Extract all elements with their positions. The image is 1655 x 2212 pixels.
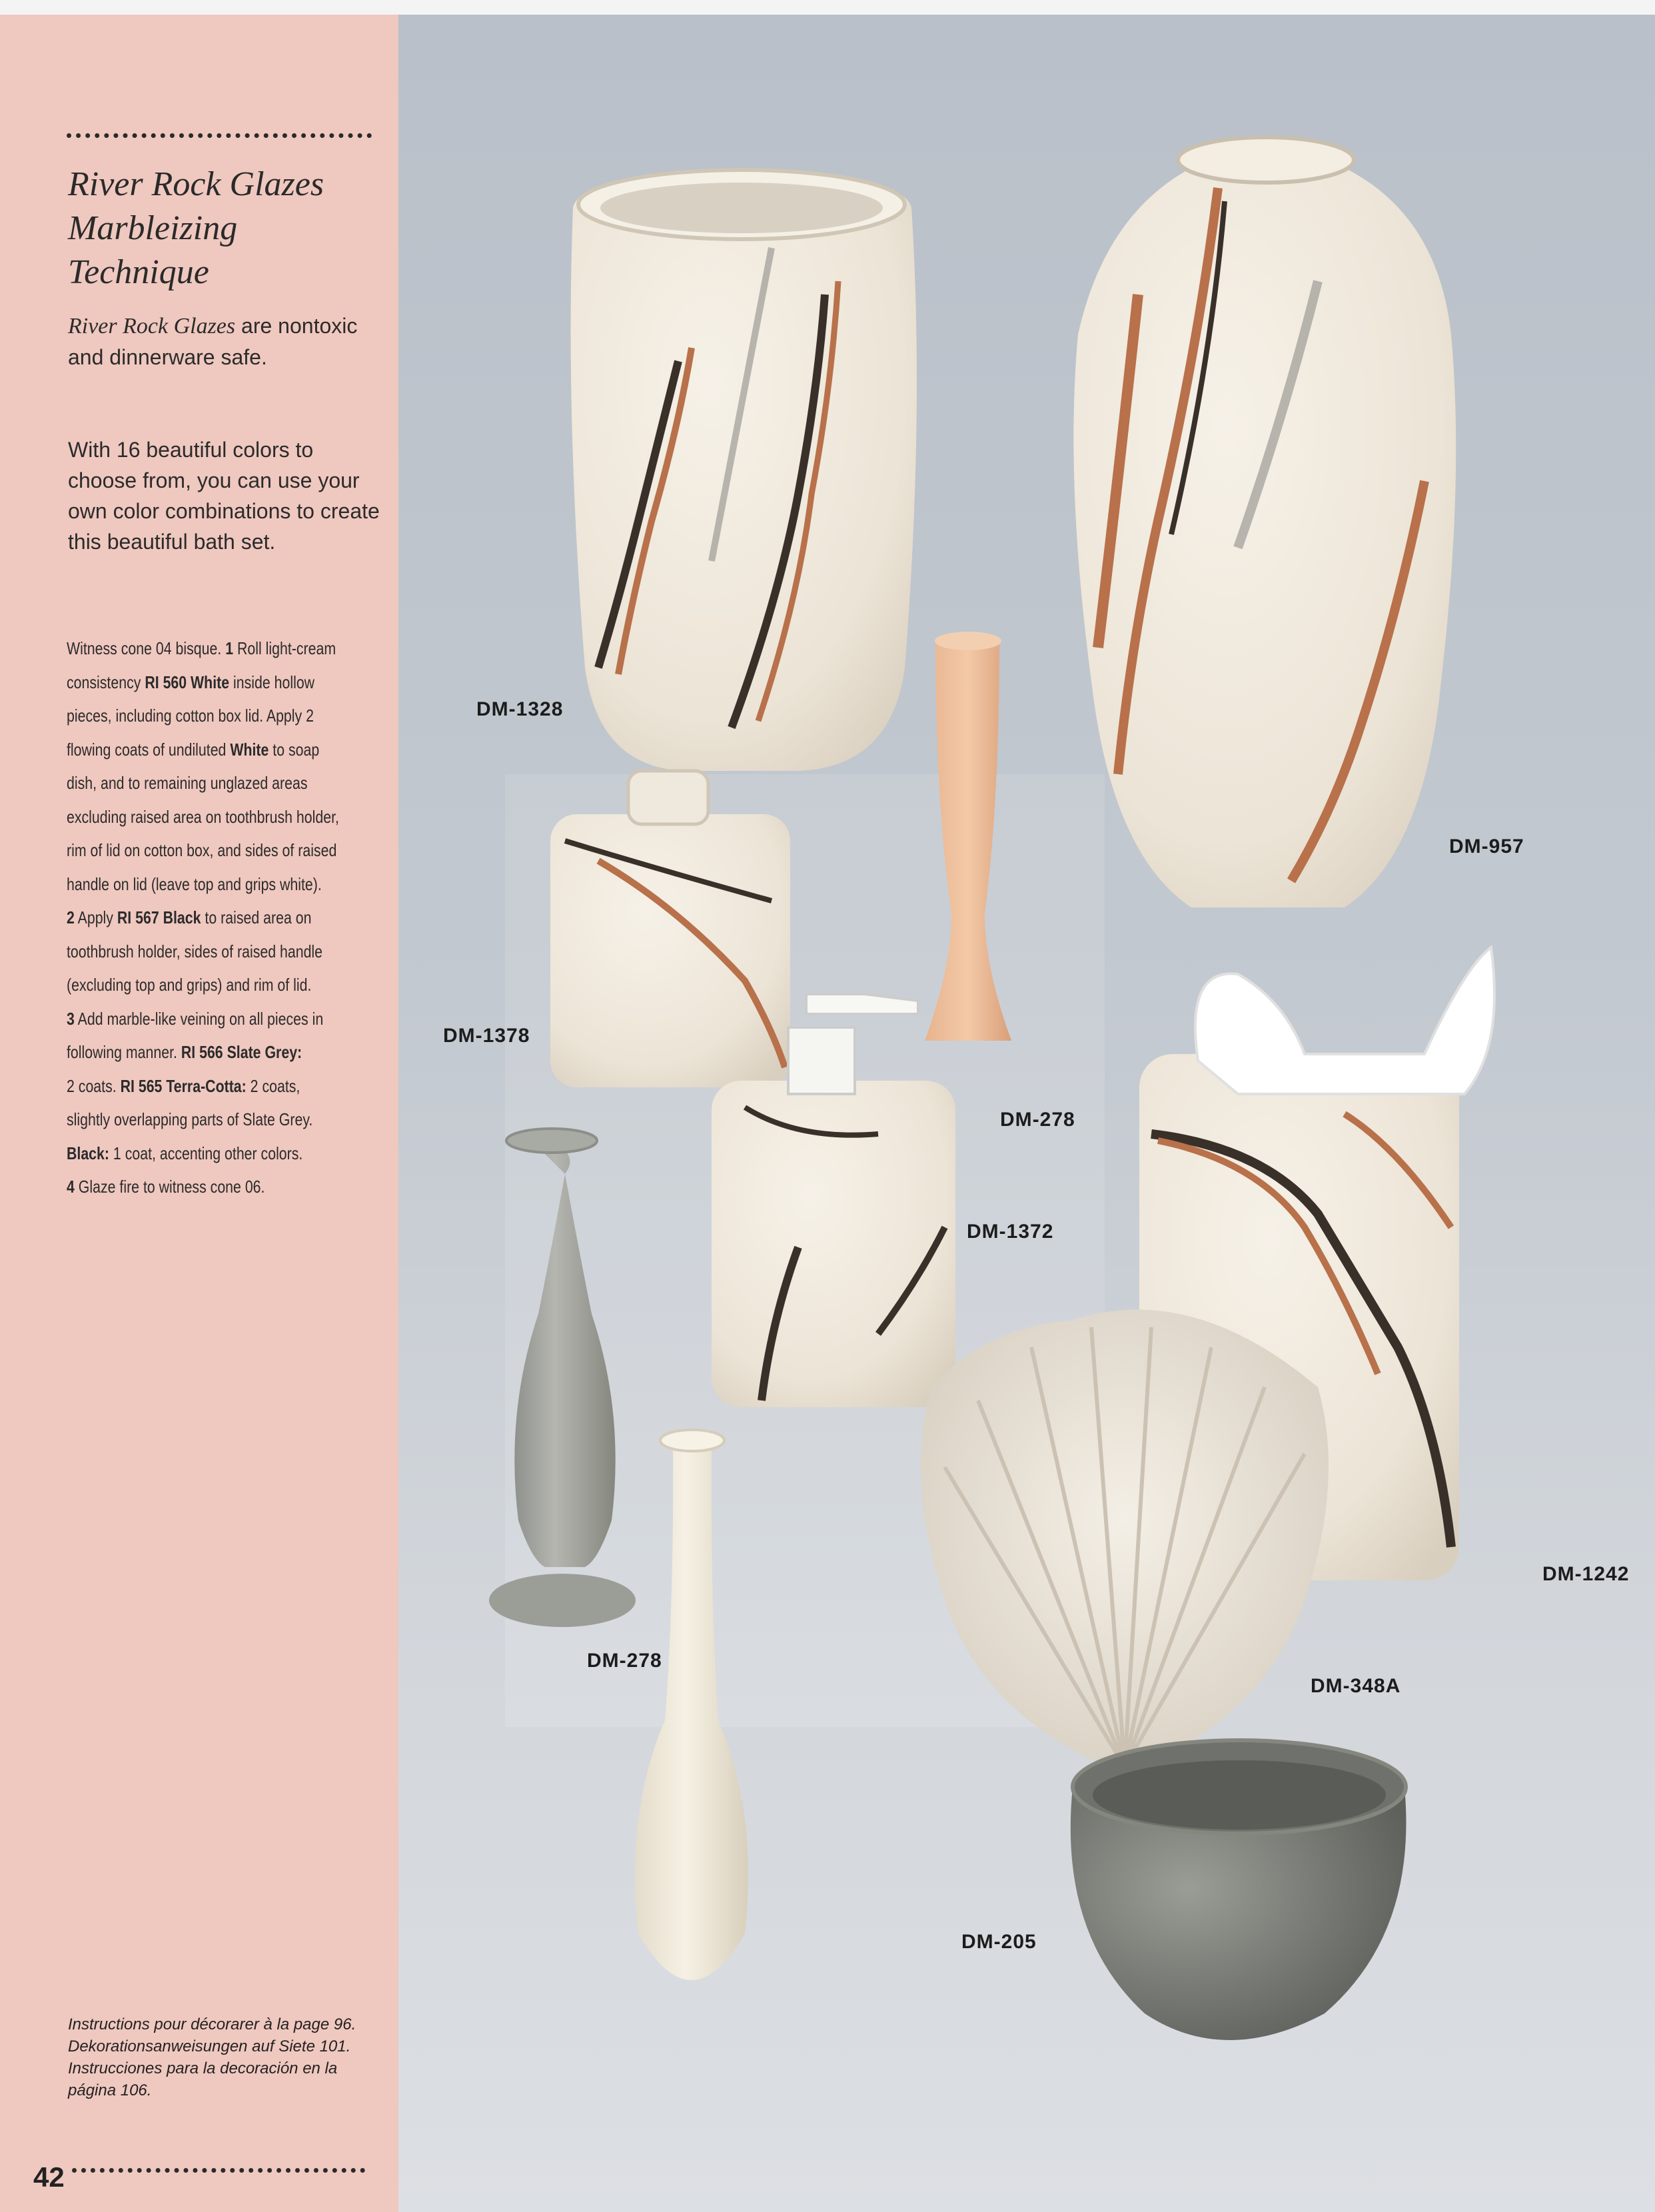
instruction-text: Apply	[74, 907, 117, 927]
title-line-1: River Rock Glazes	[68, 165, 324, 203]
instruction-text: rim of lid on cotton box, and sides of raised	[67, 840, 337, 860]
instruction-line	[67, 1002, 384, 1036]
colors-paragraph: With 16 beautiful colors to choose from, you can use your own color combinations to create this beautiful bath set.	[68, 438, 380, 554]
top-dotted-rule	[67, 133, 372, 138]
brand-name: River Rock Glazes	[68, 314, 236, 338]
intro-paragraph	[68, 310, 381, 372]
bottom-dotted-rule	[72, 2168, 365, 2173]
label-dm-1328: DM-1328	[476, 698, 564, 720]
instruction-emphasis: RI 566 Slate Grey:	[181, 1042, 302, 1062]
instruction-text: slightly overlapping parts of Slate Grey.	[67, 1109, 313, 1129]
instruction-emphasis: 4	[67, 1177, 75, 1197]
instruction-line	[67, 733, 384, 767]
intro-text: are nontoxic and dinnerware safe.	[68, 314, 358, 369]
label-dm-957: DM-957	[1449, 835, 1524, 857]
instruction-line	[67, 699, 384, 733]
instruction-line	[67, 968, 384, 1002]
instruction-text: (excluding top and grips) and rim of lid.	[67, 975, 312, 995]
canister-dm-1328	[571, 170, 917, 771]
instruction-text: Roll light-cream	[233, 638, 336, 658]
instruction-emphasis: RI 567 Black	[117, 907, 201, 927]
instruction-text: to soap	[269, 739, 320, 760]
label-dm-348a: DM-348A	[1311, 1675, 1401, 1697]
footnote-line: Dekorationsanweisungen auf Siete 101.	[68, 2037, 351, 2055]
instruction-text: excluding raised area on toothbrush holder,	[67, 806, 339, 827]
title-line-2: Marbleizing	[68, 209, 238, 247]
instruction-text: 2 coats.	[67, 1075, 121, 1096]
instruction-emphasis: White	[230, 739, 269, 760]
instruction-emphasis: 2	[67, 907, 75, 927]
instruction-text: consistency	[67, 672, 145, 692]
instruction-line	[67, 901, 384, 935]
instruction-emphasis: Black:	[67, 1143, 109, 1163]
label-dm-278-grey: DM-278	[587, 1650, 662, 1672]
instruction-line	[67, 1069, 384, 1103]
instruction-text: toothbrush holder, sides of raised handle	[67, 941, 323, 961]
page-number: 42	[33, 2161, 65, 2193]
instruction-emphasis: 3	[67, 1008, 75, 1029]
instruction-emphasis: RI 565 Terra-Cotta:	[120, 1075, 247, 1096]
instruction-text: dish, and to remaining unglazed areas	[67, 773, 308, 793]
instructions-block	[67, 632, 384, 1204]
page-title	[68, 163, 381, 294]
instruction-line	[67, 867, 384, 901]
instruction-line	[67, 666, 384, 700]
instruction-text: Add marble-like veining on all pieces in	[74, 1008, 324, 1029]
instruction-line	[67, 766, 384, 800]
instruction-line	[67, 935, 384, 969]
translation-footnotes	[68, 2013, 388, 2101]
footnote-line: Instrucciones para la decoración en la	[68, 2059, 338, 2077]
bottle-dm-1378	[550, 771, 790, 1087]
instruction-text: Glaze fire to witness cone 06.	[74, 1177, 265, 1197]
instruction-text: to raised area on	[201, 907, 312, 927]
label-dm-1372: DM-1372	[967, 1221, 1054, 1243]
label-dm-205: DM-205	[961, 1931, 1037, 1953]
instruction-line	[67, 632, 384, 666]
product-photo	[398, 15, 1655, 2212]
left-sidebar-panel	[0, 15, 398, 2212]
instruction-line	[67, 833, 384, 867]
label-dm-278-peach: DM-278	[1000, 1109, 1075, 1131]
instruction-line	[67, 1137, 384, 1171]
vase-dm-957	[1073, 137, 1456, 907]
instruction-text: handle on lid (leave top and grips white).	[67, 873, 322, 894]
instruction-line	[67, 1170, 384, 1204]
footnote-line: página 106.	[68, 2081, 152, 2099]
instruction-text: Witness cone 04 bisque.	[67, 638, 226, 658]
instruction-line	[67, 800, 384, 834]
instruction-text: 2 coats,	[246, 1075, 300, 1096]
instruction-text: 1 coat, accenting other colors.	[109, 1143, 303, 1163]
instruction-line	[67, 1103, 384, 1137]
instruction-emphasis: 1	[225, 638, 234, 658]
label-dm-1242: DM-1242	[1542, 1563, 1630, 1585]
footnote-line: Instructions pour décorarer à la page 96.	[68, 2015, 356, 2033]
label-dm-1378: DM-1378	[443, 1025, 530, 1047]
title-line-3: Technique	[68, 253, 209, 291]
instruction-emphasis: RI 560 White	[145, 672, 230, 692]
instruction-text: pieces, including cotton box lid. Apply 2	[67, 706, 314, 726]
instruction-text: following manner.	[67, 1042, 181, 1062]
instruction-text: inside hollow	[229, 672, 315, 692]
bowl-dm-205	[1071, 1740, 1406, 2040]
instruction-text: flowing coats of undiluted	[67, 739, 231, 760]
instruction-line	[67, 1035, 384, 1069]
